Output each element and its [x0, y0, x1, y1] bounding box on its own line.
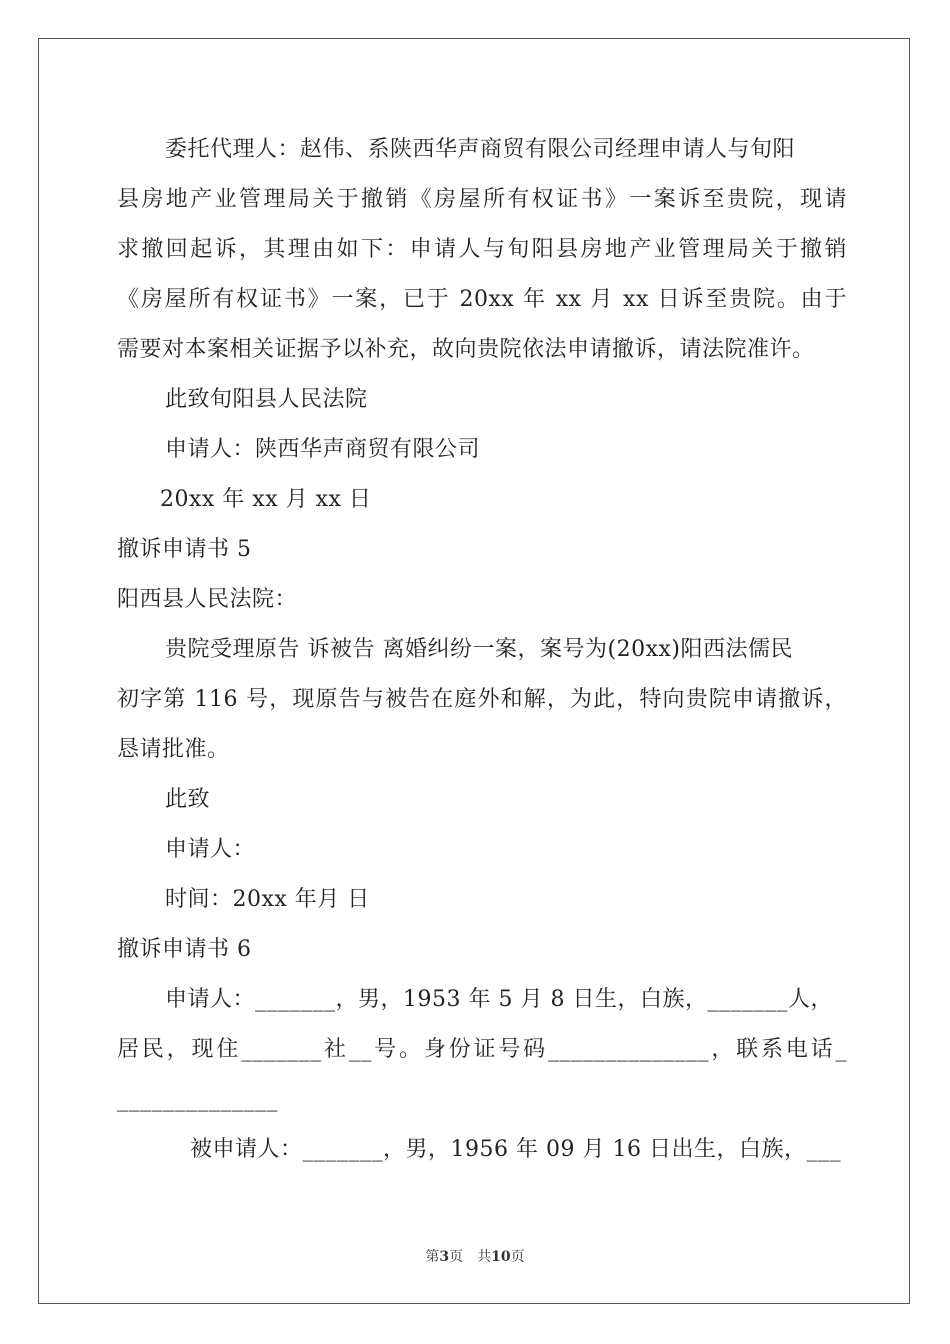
- paragraph-line: 被申请人：_______，男，1956 年 09 月 16 日出生，白族，___: [190, 1137, 841, 1162]
- paragraph-line: 申请人：_______，男，1953 年 5 月 8 日生，白族，_______人，: [165, 987, 833, 1012]
- paragraph-line: ______________: [117, 1087, 278, 1112]
- paragraph-line: 恳请批准。: [117, 737, 230, 762]
- page-footer: [0, 1246, 950, 1266]
- closing-salutation: 此致: [165, 787, 211, 812]
- paragraph-line: 初字第 116 号，现原告与被告在庭外和解，为此，特向贵院申请撤诉，: [117, 687, 847, 712]
- paragraph-line: 居民，现住_______社__号。身份证号码______________，联系电话_: [117, 1037, 847, 1062]
- paragraph-line: 委托代理人：赵伟、系陕西华声商贸有限公司经理申请人与旬阳: [165, 137, 796, 162]
- applicant-line: 申请人：: [165, 837, 256, 862]
- footer-mid: 页 共: [449, 1249, 492, 1265]
- applicant-line: 申请人：陕西华声商贸有限公司: [165, 437, 481, 462]
- paragraph-line: 贵院受理原告 诉被告 离婚纠纷一案，案号为(20xx)阳西法儒民: [165, 637, 793, 662]
- total-pages-number: 10: [491, 1249, 511, 1265]
- paragraph-line: 县房地产业管理局关于撤销《房屋所有权证书》一案诉至贵院，现请: [117, 187, 847, 212]
- court-address: 阳西县人民法院：: [117, 587, 298, 612]
- paragraph-line: 求撤回起诉，其理由如下：申请人与旬阳县房地产业管理局关于撤销: [117, 237, 847, 262]
- date-line: 时间：20xx 年月 日: [165, 887, 370, 912]
- section-heading: 撤诉申请书 6: [117, 937, 252, 962]
- paragraph-line: 需要对本案相关证据予以补充，故向贵院依法申请撤诉，请法院准许。: [117, 337, 815, 362]
- date-line: 20xx 年 xx 月 xx 日: [160, 487, 372, 512]
- footer-suffix: 页: [510, 1249, 525, 1265]
- footer-prefix: 第: [425, 1249, 440, 1265]
- closing-salutation: 此致旬阳县人民法院: [165, 387, 368, 412]
- section-heading: 撤诉申请书 5: [117, 537, 252, 562]
- paragraph-line: 《房屋所有权证书》一案，已于 20xx 年 xx 月 xx 日诉至贵院。由于: [117, 287, 847, 312]
- current-page-number: 3: [439, 1249, 450, 1265]
